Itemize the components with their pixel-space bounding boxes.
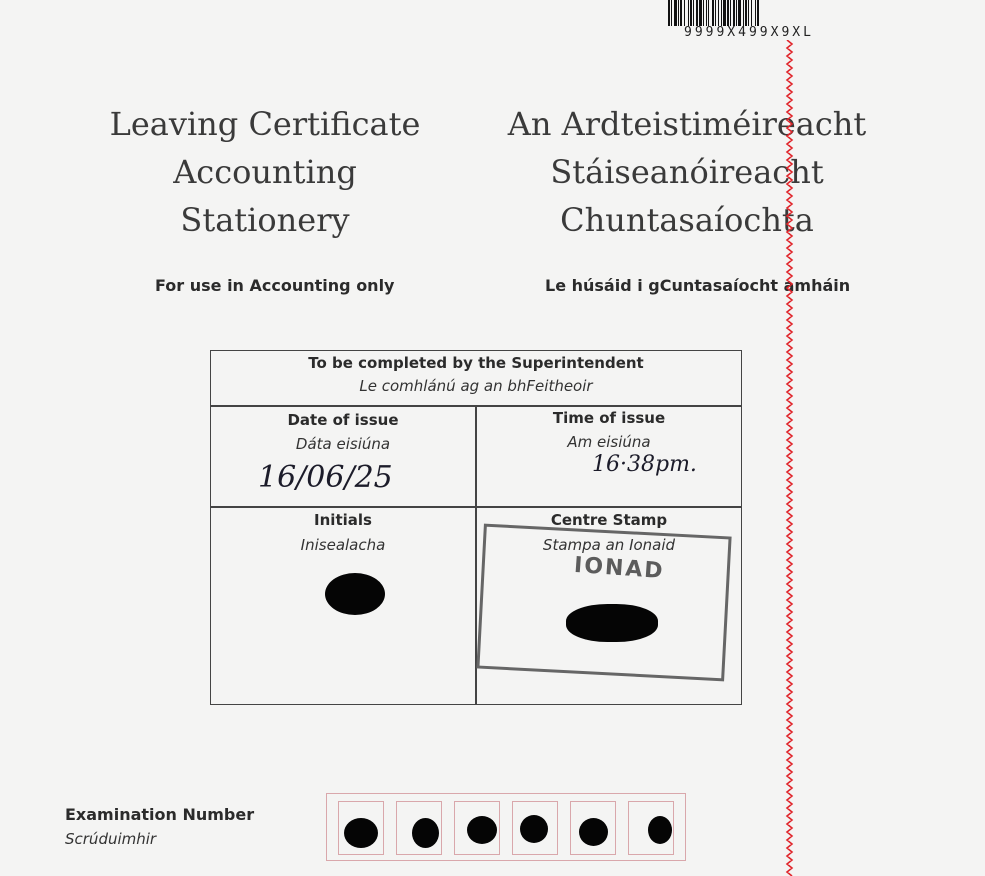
redacted-digit [344, 818, 378, 848]
date-of-issue-value: 16/06/25 [258, 460, 393, 495]
time-of-issue-label-irish: Am eisiúna [567, 433, 651, 451]
centre-stamp-label: Centre Stamp [550, 511, 668, 529]
title-en-line1: Leaving Certificate [109, 105, 421, 143]
title-ga-line3: Chuntasaíochta [560, 201, 814, 239]
table-heading: To be completed by the Superintendent [308, 354, 644, 372]
tear-line [784, 40, 796, 876]
initials-label: Initials [314, 511, 372, 529]
redacted-digit [579, 818, 608, 846]
title-ga-line1: An Ardteistiméireacht [507, 105, 867, 143]
redacted-digit [412, 818, 439, 848]
title-english [95, 100, 435, 244]
barcode-number: 9999X499X9XL [684, 25, 814, 40]
redacted-initials [325, 573, 385, 615]
barcode [668, 0, 862, 26]
date-of-issue-label-irish: Dáta eisiúna [295, 435, 391, 453]
usage-note-irish: Le húsáid i gCuntasaíocht amháin [545, 276, 851, 295]
time-of-issue-value: 16·38pm. [592, 452, 697, 477]
title-en-line2: Accounting [173, 153, 357, 191]
exam-number-label-irish: Scrúduimhir [65, 830, 157, 848]
title-en-line3: Stationery [180, 201, 350, 239]
exam-number-label: Examination Number [65, 805, 255, 824]
date-of-issue-label: Date of issue [287, 411, 399, 429]
redacted-digit [648, 816, 672, 844]
redacted-digit [467, 816, 497, 844]
stamp-text: IONAD [573, 552, 666, 585]
centre-stamp-label-irish: Stampa an Ionaid [542, 536, 676, 554]
usage-note-english: For use in Accounting only [155, 276, 395, 295]
initials-label-irish: Inisealacha [300, 536, 386, 554]
table-heading-irish: Le comhlánú ag an bhFeitheoir [359, 377, 593, 395]
title-irish [498, 100, 876, 244]
redacted-digit [520, 815, 548, 843]
title-ga-line2: Stáiseanóireacht [550, 153, 824, 191]
barcode-bar [759, 0, 761, 26]
redacted-stamp [566, 604, 658, 642]
time-of-issue-label: Time of issue [552, 409, 666, 427]
